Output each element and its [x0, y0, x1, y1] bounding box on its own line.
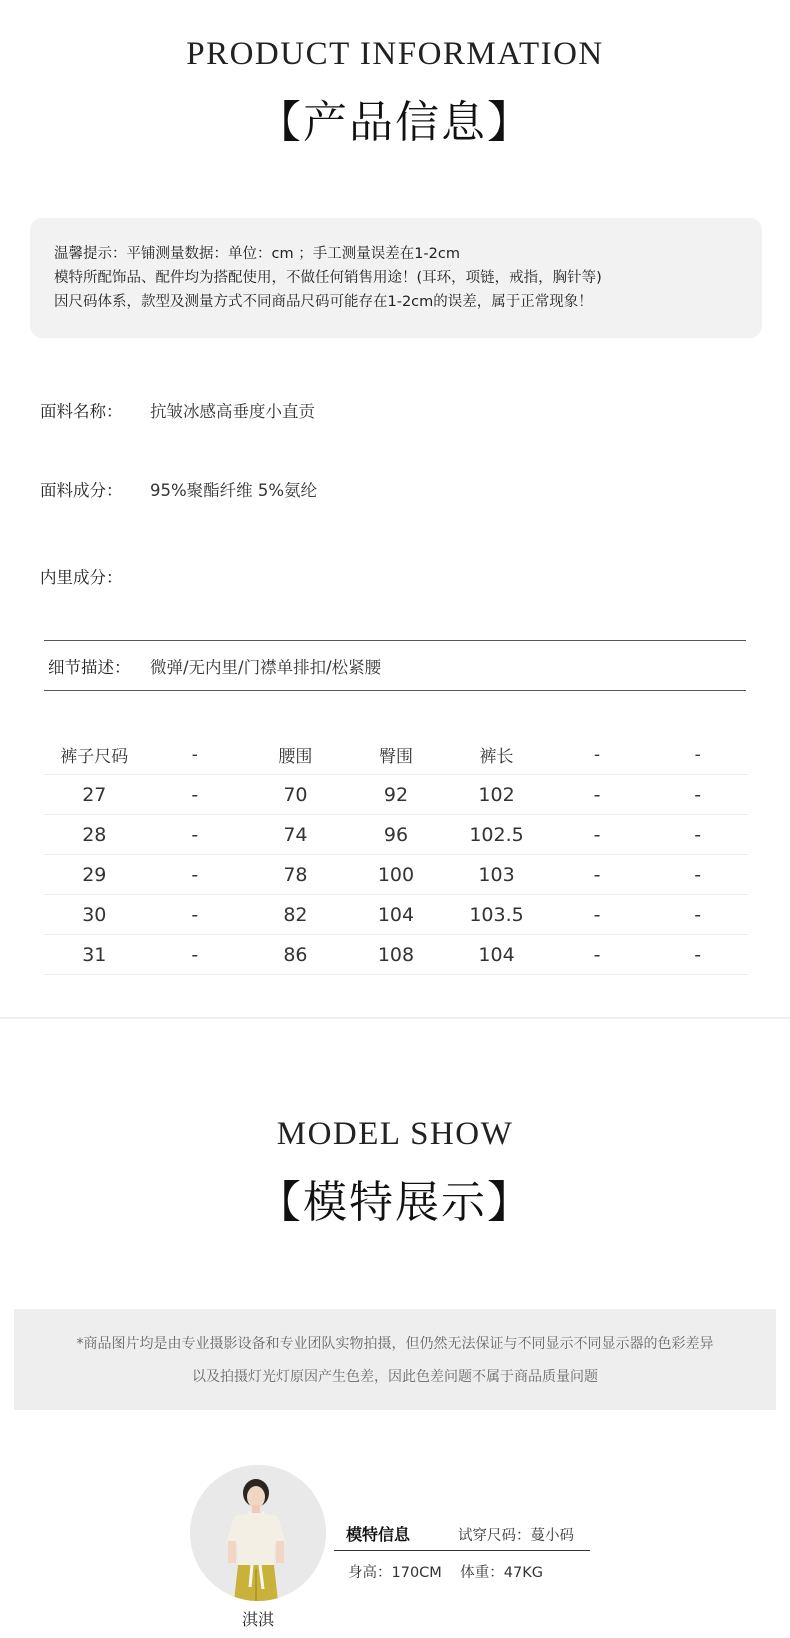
fabric-composition-label: 面料成分：: [40, 481, 123, 500]
table-cell: -: [647, 935, 748, 975]
model-try-size: 试穿尺码：蔓小码: [458, 1528, 574, 1544]
table-cell: 86: [245, 935, 346, 975]
table-cell: 29: [44, 855, 145, 895]
table-row: [44, 775, 748, 815]
table-header-cell: -: [647, 735, 748, 775]
table-header-cell: -: [547, 735, 648, 775]
table-cell: -: [647, 775, 748, 815]
table-cell: 104: [346, 895, 447, 935]
table-row: [44, 935, 748, 975]
table-cell: -: [145, 775, 246, 815]
model-show-title-cn: 【模特展示】: [257, 1177, 533, 1228]
table-cell: 92: [346, 775, 447, 815]
color-disclaimer-panel: [14, 1309, 776, 1410]
table-cell: 30: [44, 895, 145, 935]
table-header-cell: 裤长: [446, 735, 547, 775]
table-cell: -: [145, 895, 246, 935]
table-row: [44, 815, 748, 855]
table-cell: -: [145, 815, 246, 855]
fabric-composition-value: 95%聚酯纤维 5%氨纶: [150, 481, 318, 500]
notice-line: 模特所配饰品、配件均为搭配使用，不做任何销售用途！(耳环，项链，戒指，胸针等): [54, 270, 602, 286]
lining-label: 内里成分：: [40, 568, 123, 587]
model-figure-illustration: [190, 1465, 326, 1601]
detail-value: 微弹/无内里/门襟单排扣/松紧腰: [150, 658, 382, 677]
table-cell: -: [647, 895, 748, 935]
model-measurements: 身高：170CM 体重：47KG: [348, 1565, 543, 1581]
disclaimer-line: 以及拍摄灯光灯原因产生色差，因此色差问题不属于商品质量问题: [192, 1369, 598, 1385]
table-header-cell: 腰围: [245, 735, 346, 775]
table-cell: 70: [245, 775, 346, 815]
product-info-title-cn: 【产品信息】: [257, 97, 533, 148]
table-cell: 28: [44, 815, 145, 855]
model-avatar: [190, 1465, 326, 1601]
model-info-rule: [334, 1550, 590, 1551]
table-cell: 100: [346, 855, 447, 895]
table-cell: 27: [44, 775, 145, 815]
notice-panel: [30, 218, 762, 338]
table-cell: 104: [446, 935, 547, 975]
table-cell: 108: [346, 935, 447, 975]
table-cell: 74: [245, 815, 346, 855]
table-cell: -: [547, 935, 648, 975]
table-header-cell: 裤子尺码: [44, 735, 145, 775]
table-cell: 103: [446, 855, 547, 895]
model-show-title-en: MODEL SHOW: [276, 1116, 514, 1152]
table-cell: 78: [245, 855, 346, 895]
product-info-title-en: PRODUCT INFORMATION: [186, 36, 604, 72]
table-header-cell: 臀围: [346, 735, 447, 775]
fabric-name-label: 面料名称：: [40, 402, 123, 421]
detail-label: 细节描述：: [48, 658, 131, 677]
model-info-heading: 模特信息: [346, 1525, 411, 1544]
table-cell: -: [647, 815, 748, 855]
table-cell: 103.5: [446, 895, 547, 935]
notice-line: 温馨提示：平铺测量数据：单位：cm ；手工测量误差在1-2cm: [54, 246, 460, 262]
section-divider: [0, 1017, 790, 1019]
table-header-cell: -: [145, 735, 246, 775]
table-cell: 31: [44, 935, 145, 975]
table-cell: -: [547, 855, 648, 895]
notice-line: 因尺码体系，款型及测量方式不同商品尺码可能存在1-2cm的误差，属于正常现象！: [54, 294, 593, 310]
table-cell: -: [145, 935, 246, 975]
detail-top-rule: [44, 640, 746, 641]
table-cell: 102: [446, 775, 547, 815]
model-name: 淇淇: [241, 1610, 274, 1629]
disclaimer-line: *商品图片均是由专业摄影设备和专业团队实物拍摄，但仍然无法保证与不同显示不同显示器的色彩差异: [76, 1336, 714, 1352]
table-cell: -: [547, 775, 648, 815]
table-header-row: [44, 735, 748, 775]
fabric-name-value: 抗皱冰感高垂度小直贡: [150, 402, 315, 421]
table-cell: 102.5: [446, 815, 547, 855]
table-cell: -: [145, 855, 246, 895]
table-cell: 82: [245, 895, 346, 935]
table-cell: -: [547, 815, 648, 855]
table-row: [44, 895, 748, 935]
table-cell: -: [647, 855, 748, 895]
table-cell: -: [547, 895, 648, 935]
table-cell: 96: [346, 815, 447, 855]
detail-bottom-rule: [44, 690, 746, 691]
table-row: [44, 855, 748, 895]
size-table: [44, 735, 748, 975]
